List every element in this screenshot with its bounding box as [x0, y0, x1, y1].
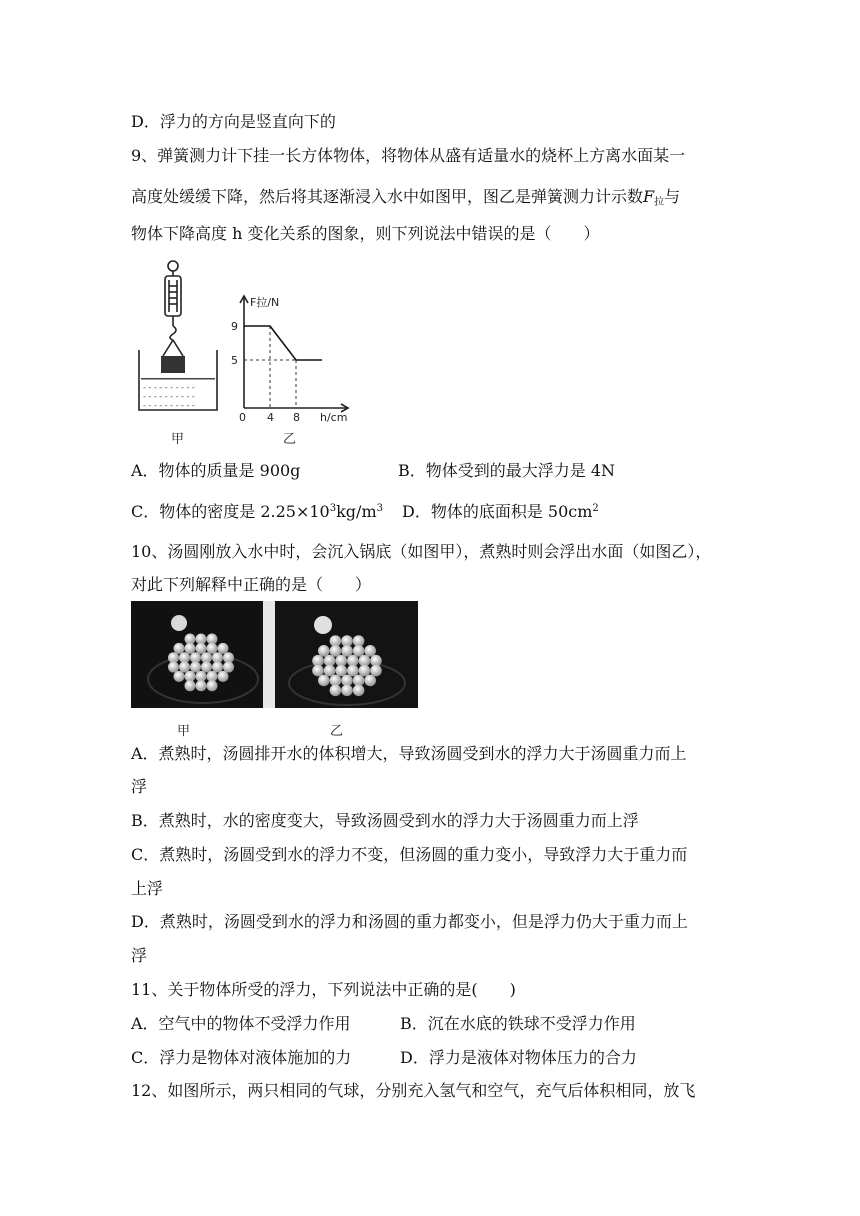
q11-stem: 11、关于物体所受的浮力，下列说法中正确的是( ): [131, 980, 516, 999]
dumpling: [353, 685, 365, 697]
q9-option-c-unit-exp: 3: [376, 503, 383, 514]
dumplings-sinking-photo: [131, 601, 263, 708]
q9-stem-line-3: 物体下降高度 h 变化关系的图象，则下列说法中错误的是（ ）: [131, 224, 600, 243]
dumpling: [324, 665, 336, 677]
dumpling: [223, 652, 234, 663]
photo-jia-caption: 甲: [177, 724, 191, 739]
force-series-line: [244, 326, 322, 360]
dumpling: [364, 645, 376, 657]
photo-yi-caption: 乙: [330, 724, 344, 739]
dumpling: [207, 680, 218, 691]
svg-text:- - - - - - - - - -: - - - - - - - - - -: [143, 392, 195, 401]
q11-option-b: B．沉在水底的铁球不受浮力作用: [400, 1014, 636, 1033]
dumpling: [341, 635, 353, 647]
dumpling: [359, 665, 371, 677]
q9-option-d: [402, 502, 599, 522]
dumpling: [218, 671, 229, 682]
dumpling: [330, 645, 342, 657]
q10-option-a-line-2: 浮: [131, 777, 148, 796]
dumpling: [190, 662, 201, 673]
dumpling: [196, 634, 207, 645]
y-axis-label: F拉/N: [250, 296, 280, 309]
dumpling: [201, 652, 212, 663]
dumpling: [353, 635, 365, 647]
q9-force-subscript: 拉: [654, 197, 665, 208]
y-tick-label-9: 9: [231, 320, 238, 333]
q10-option-c-line-1: C．煮熟时，汤圆受到水的浮力不变，但汤圆的重力变小，导致浮力大于重力而: [131, 845, 688, 864]
q9-option-c: [131, 502, 383, 522]
dumpling: [185, 680, 196, 691]
dumpling: [341, 685, 353, 697]
origin-label: 0: [239, 411, 246, 424]
q10-option-b: B．煮熟时，水的密度变大，导致汤圆受到水的浮力大于汤圆重力而上浮: [131, 811, 639, 830]
dumpling: [207, 643, 218, 654]
dumpling: [330, 635, 342, 647]
q11-option-d: D．浮力是液体对物体压力的合力: [400, 1048, 637, 1067]
dumpling: [212, 662, 223, 673]
q12-stem-line-1: 12、如图所示，两只相同的气球，分别充入氢气和空气，充气后体积相同，放飞: [131, 1081, 696, 1100]
q9-stem-line-2-end: 与: [664, 187, 681, 206]
q9-option-d-exp: 2: [592, 503, 599, 514]
q9-option-d-text: D．物体的底面积是 50cm: [402, 502, 593, 521]
dumpling: [207, 634, 218, 645]
dumpling: [353, 675, 365, 687]
dumpling: [174, 671, 185, 682]
dumpling: [185, 634, 196, 645]
spring-scale-beaker-figure: [135, 258, 230, 423]
dumpling: [196, 680, 207, 691]
dumpling: [174, 643, 185, 654]
svg-text:- - - - - - - - - -: - - - - - - - - - -: [143, 383, 195, 392]
dumpling: [179, 662, 190, 673]
q9-option-c-text: C．物体的密度是 2.25×10: [131, 502, 330, 521]
dumpling: [347, 665, 359, 677]
dumpling: [318, 645, 330, 657]
dumpling: [218, 643, 229, 654]
dumpling: [364, 675, 376, 687]
dumpling: [201, 662, 212, 673]
dumpling: [318, 675, 330, 687]
figure-jia-caption: 甲: [171, 432, 185, 447]
dumpling: [179, 652, 190, 663]
q9-stem-line-1: 9、弹簧测力计下挂一长方体物体，将物体从盛有适量水的烧杯上方离水面某一: [131, 146, 686, 165]
q9-option-c-unit: kg/m: [336, 502, 377, 521]
q10-stem-line-1: 10、汤圆刚放入水中时，会沉入锅底（如图甲），煮熟时则会浮出水面（如图乙），: [131, 542, 712, 561]
q9-option-c-exp: 3: [329, 503, 337, 514]
dumpling: [190, 652, 201, 663]
q9-option-b: B．物体受到的最大浮力是 4N: [398, 461, 616, 480]
q11-option-a: A．空气中的物体不受浮力作用: [131, 1014, 351, 1033]
dumpling: [168, 652, 179, 663]
figure-yi-caption: 乙: [283, 432, 297, 447]
q10-stem-line-2: 对此下列解释中正确的是（ ）: [131, 575, 372, 594]
dumpling: [185, 643, 196, 654]
q11-option-c: C．浮力是物体对液体施加的力: [131, 1048, 352, 1067]
x-tick-label-8: 8: [293, 411, 300, 424]
q10-option-c-line-2: 上浮: [131, 879, 164, 898]
dumplings-floating-photo: [275, 601, 418, 708]
q9-force-symbol: F: [643, 187, 655, 206]
q10-option-a-line-1: A．煮熟时，汤圆排开水的体积增大，导致汤圆受到水的浮力大于汤圆重力而上: [131, 744, 687, 763]
q8-option-d: D．浮力的方向是竖直向下的: [131, 112, 336, 131]
dumpling: [341, 675, 353, 687]
photo-divider: [263, 601, 275, 708]
dumpling: [212, 652, 223, 663]
q9-stem-line-2-text: 高度处缓缓下降，然后将其逐渐浸入水中如图甲，图乙是弹簧测力计示数: [131, 187, 644, 206]
y-tick-label-5: 5: [231, 354, 238, 367]
dumpling: [370, 665, 382, 677]
dumpling: [330, 675, 342, 687]
dumpling: [168, 662, 179, 673]
q9-stem-line-2: [131, 187, 680, 213]
force-height-graph: [228, 290, 358, 425]
dumpling: [335, 665, 347, 677]
svg-text:- - - - - - - - - -: - - - - - - - - - -: [143, 401, 195, 410]
dumpling: [330, 685, 342, 697]
q9-option-a: A．物体的质量是 900g: [131, 461, 301, 480]
q10-option-d-line-1: D．煮熟时，汤圆受到水的浮力和汤圆的重力都变小，但是浮力仍大于重力而上: [131, 912, 688, 931]
x-tick-label-4: 4: [267, 411, 274, 424]
dumpling: [312, 665, 324, 677]
x-axis-label: h/cm: [320, 411, 348, 424]
dumpling: [196, 643, 207, 654]
dumpling: [341, 645, 353, 657]
dumpling: [353, 645, 365, 657]
dumpling: [223, 662, 234, 673]
q10-option-d-line-2: 浮: [131, 946, 148, 965]
